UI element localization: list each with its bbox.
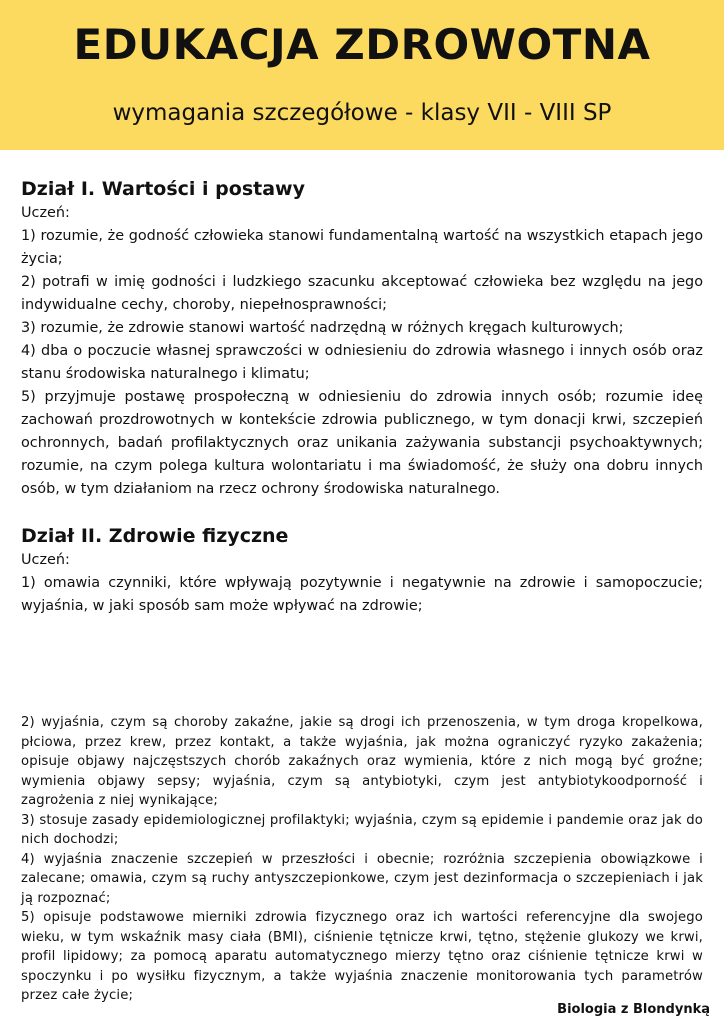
list-item: 5) opisuje podstawowe mierniki zdrowia fizycznego oraz ich wartości referencyjne dla swojego wieku, w tym wskaźnik masy ciała (BMI), ciśnienie tętnicze krwi, tętno, stężenie glukozy we krwi, profil lipidowy; za pomocą aparatu automatycznego mierzy tętno oraz ciśnienie tętnicze krwi w spoczynku i po wysiłku fizycznym, a także wyjaśnia znaczenie monitorowania tych parametrów przez całe życie; [21,910,703,1003]
list-item: 1) omawia czynniki, które wpływają pozytywnie i negatywnie na zdrowie i samopoczucie; wyjaśnia, w jaki sposób sam może wpływać na zdrowie; [21,575,703,614]
list-item: 3) rozumie, że zdrowie stanowi wartość nadrzędną w różnych kręgach kulturowych; [21,320,624,336]
list-item: 4) dba o poczucie własnej sprawczości w odniesieniu do zdrowia własnego i innych osób oraz stanu środowiska naturalnego i klimatu; [21,343,703,382]
section-intro: Uczeń: [21,205,70,221]
list-item: 5) przyjmuje postawę prospołeczną w odniesieniu do zdrowia innych osób; rozumie ideę zachowań prozdrowotnych w kontekście zdrowia publicznego, w tym donacji krwi, szczepień ochronnych, badań profilaktycznych oraz unikania zażywania substancji psychoaktywnych; rozumie, na czym polega kultura wolontariatu i ma świadomość, że służy ona dobru innych osób, w tym działaniom na rzecz ochrony środowiska naturalnego. [21,389,703,497]
section-2 [21,523,703,618]
list-item: 1) rozumie, że godność człowieka stanowi fundamentalną wartość na wszystkich etapach jego życia; [21,228,703,267]
list-item: 2) wyjaśnia, czym są choroby zakaźne, jakie są drogi ich przenoszenia, w tym droga kropelkowa, płciowa, przez krew, przez kontakt, a także wyjaśnia, jak można ograniczyć ryzyko zakażenia; opisuje objawy najczęstszych chorób zakaźnych oraz wymienia, które z nich mogą być groźne; wymienia objawy sepsy; wyjaśnia, czym są antybiotyki, czym jest antybiotykoodporność i zagrożenia z niej wynikające; [21,715,703,808]
page-subtitle: wymagania szczegółowe - klasy VII - VIII SP [112,100,612,126]
section-heading: Dział I. Wartości i postawy [21,178,305,200]
document-body [21,176,703,618]
page-title: EDUKACJA ZDROWOTNA [73,20,651,69]
section-1 [21,176,703,501]
section-heading: Dział II. Zdrowie fizyczne [21,525,289,547]
section-2-continued [21,713,703,1006]
list-item: 4) wyjaśnia znaczenie szczepień w przeszłości i obecnie; rozróżnia szczepienia obowiązkowe i zalecane; omawia, czym są ruchy antyszczepionkowe, czym jest dezinformacja o szczepieniach i jak ją rozpoznać; [21,851,703,906]
footer-credit: Biologia z Blondynką [557,1002,710,1017]
section-intro: Uczeń: [21,552,70,568]
list-item: 2) potrafi w imię godności i ludzkiego szacunku akceptować człowieka bez względu na jego indywidualne cechy, choroby, niepełnosprawności; [21,274,703,313]
header-banner [0,0,724,150]
list-item: 3) stosuje zasady epidemiologicznej profilaktyki; wyjaśnia, czym są epidemie i pandemie oraz jak do nich dochodzi; [21,812,703,847]
